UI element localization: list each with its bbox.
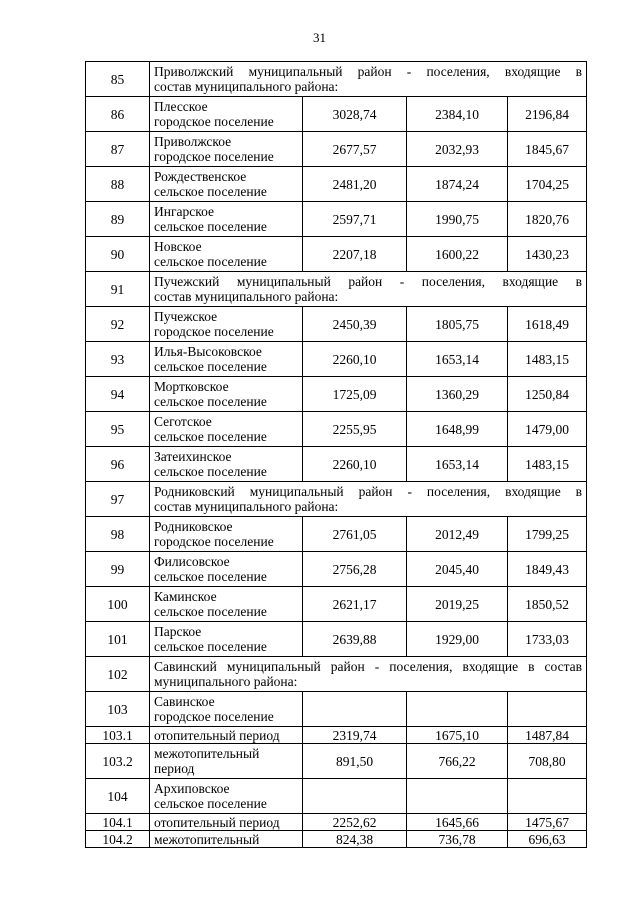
value-cell: 2761,05 [303, 517, 407, 552]
value-cell: 1483,15 [508, 342, 587, 377]
row-number: 92 [86, 307, 150, 342]
row-number: 87 [86, 132, 150, 167]
name-line: Каминское [154, 589, 217, 604]
settlement-name [150, 831, 303, 848]
settlement-name [150, 727, 303, 744]
value-cell: 1929,00 [407, 622, 508, 657]
value-cell: 2621,17 [303, 587, 407, 622]
value-cell: 2019,25 [407, 587, 508, 622]
name-line: Илья-Высоковское [154, 344, 262, 359]
value-cell: 1430,23 [508, 237, 587, 272]
value-cell: 2252,62 [303, 814, 407, 831]
value-cell: 1820,76 [508, 202, 587, 237]
settlement-name [150, 97, 303, 132]
name-line: межотопительный [154, 746, 260, 761]
value-cell: 824,38 [303, 831, 407, 848]
row-number: 103.2 [86, 744, 150, 779]
name-line: Рождественское [154, 169, 247, 184]
value-cell: 1849,43 [508, 552, 587, 587]
table-row [86, 622, 587, 657]
value-cell: 1704,25 [508, 167, 587, 202]
value-cell: 1990,75 [407, 202, 508, 237]
row-number: 97 [86, 482, 150, 517]
name-line: Приволжское [154, 134, 232, 149]
row-number: 103 [86, 692, 150, 727]
settlement-name [150, 744, 303, 779]
value-cell: 2260,10 [303, 447, 407, 482]
row-number: 88 [86, 167, 150, 202]
tariff-table [85, 61, 587, 848]
value-cell: 1475,67 [508, 814, 587, 831]
name-line: отопительный период [154, 727, 280, 743]
district-header-row [86, 657, 587, 692]
row-number: 101 [86, 622, 150, 657]
name-line: состав муниципального района: [154, 289, 339, 304]
value-cell [303, 779, 407, 814]
row-number: 100 [86, 587, 150, 622]
table-row [86, 727, 587, 744]
row-number: 104.1 [86, 814, 150, 831]
value-cell: 2012,49 [407, 517, 508, 552]
value-cell: 1805,75 [407, 307, 508, 342]
table-row [86, 307, 587, 342]
table-row [86, 779, 587, 814]
name-line: городское поселение [154, 149, 274, 164]
settlement-name [150, 167, 303, 202]
value-cell: 1648,99 [407, 412, 508, 447]
row-number: 90 [86, 237, 150, 272]
name-line: Затеихинское [154, 449, 232, 464]
name-line: сельское поселение [154, 639, 267, 654]
value-cell: 891,50 [303, 744, 407, 779]
name-line: Пучежское [154, 309, 218, 324]
value-cell: 2032,93 [407, 132, 508, 167]
settlement-name [150, 307, 303, 342]
settlement-name [150, 447, 303, 482]
row-number: 91 [86, 272, 150, 307]
district-title [150, 657, 587, 692]
row-number: 85 [86, 62, 150, 97]
settlement-name [150, 779, 303, 814]
value-cell: 1675,10 [407, 727, 508, 744]
row-number: 94 [86, 377, 150, 412]
district-header-row [86, 482, 587, 517]
table-row [86, 237, 587, 272]
value-cell: 2207,18 [303, 237, 407, 272]
district-title [150, 62, 587, 97]
name-line: сельское поселение [154, 254, 267, 269]
table-row [86, 377, 587, 412]
name-line: сельское поселение [154, 429, 267, 444]
value-cell: 2756,28 [303, 552, 407, 587]
tariff-table-body [86, 62, 587, 848]
name-line: Савинское [154, 694, 215, 709]
settlement-name [150, 377, 303, 412]
name-line: городское поселение [154, 324, 274, 339]
name-line: Ингарское [154, 204, 215, 219]
row-number: 96 [86, 447, 150, 482]
name-line: Плесское [154, 99, 208, 114]
name-line: сельское поселение [154, 604, 267, 619]
district-title [150, 272, 587, 307]
name-line: сельское поселение [154, 359, 267, 374]
row-number: 104.2 [86, 831, 150, 848]
table-row [86, 744, 587, 779]
value-cell [303, 692, 407, 727]
table-row [86, 552, 587, 587]
table-row [86, 692, 587, 727]
settlement-name [150, 517, 303, 552]
value-cell: 1799,25 [508, 517, 587, 552]
table-row [86, 342, 587, 377]
district-header-row [86, 62, 587, 97]
row-number: 98 [86, 517, 150, 552]
name-line: состав муниципального района: [154, 499, 339, 514]
name-line: городское поселение [154, 114, 274, 129]
value-cell: 1645,66 [407, 814, 508, 831]
settlement-name [150, 622, 303, 657]
settlement-name [150, 587, 303, 622]
name-line: сельское поселение [154, 219, 267, 234]
name-line: сельское поселение [154, 464, 267, 479]
table-row [86, 587, 587, 622]
table-row [86, 412, 587, 447]
table-row [86, 831, 587, 848]
value-cell: 1250,84 [508, 377, 587, 412]
value-cell: 1845,67 [508, 132, 587, 167]
value-cell: 1733,03 [508, 622, 587, 657]
value-cell [407, 779, 508, 814]
value-cell [508, 779, 587, 814]
value-cell: 3028,74 [303, 97, 407, 132]
row-number: 102 [86, 657, 150, 692]
table-row [86, 202, 587, 237]
name-line: сельское поселение [154, 394, 267, 409]
table-row [86, 447, 587, 482]
name-line: сельское поселение [154, 184, 267, 199]
name-line: период [154, 761, 195, 776]
value-cell: 2639,88 [303, 622, 407, 657]
value-cell: 696,63 [508, 831, 587, 848]
table-row [86, 517, 587, 552]
settlement-name [150, 412, 303, 447]
value-cell: 708,80 [508, 744, 587, 779]
row-number: 95 [86, 412, 150, 447]
row-number: 86 [86, 97, 150, 132]
name-line: Родниковский муниципальный район - поселения, входящие в [154, 484, 583, 499]
value-cell: 1483,15 [508, 447, 587, 482]
district-header-row [86, 272, 587, 307]
table-row [86, 97, 587, 132]
row-number: 93 [86, 342, 150, 377]
name-line: отопительный период [154, 814, 280, 830]
value-cell: 2481,20 [303, 167, 407, 202]
value-cell: 1360,29 [407, 377, 508, 412]
settlement-name [150, 237, 303, 272]
value-cell: 766,22 [407, 744, 508, 779]
row-number: 89 [86, 202, 150, 237]
row-number: 104 [86, 779, 150, 814]
name-line: межотопительный [154, 831, 260, 847]
district-title [150, 482, 587, 517]
value-cell: 1725,09 [303, 377, 407, 412]
value-cell: 2255,95 [303, 412, 407, 447]
settlement-name [150, 552, 303, 587]
name-line: Пучежский муниципальный район - поселения, входящие в [154, 274, 583, 289]
value-cell: 2450,39 [303, 307, 407, 342]
table-row [86, 814, 587, 831]
value-cell: 2597,71 [303, 202, 407, 237]
name-line: сельское поселение [154, 796, 267, 811]
value-cell: 1874,24 [407, 167, 508, 202]
value-cell: 1850,52 [508, 587, 587, 622]
name-line: Новское [154, 239, 202, 254]
settlement-name [150, 814, 303, 831]
settlement-name [150, 132, 303, 167]
name-line: Парское [154, 624, 202, 639]
value-cell: 1618,49 [508, 307, 587, 342]
settlement-name [150, 342, 303, 377]
name-line: городское поселение [154, 534, 274, 549]
name-line: Савинский муниципальный район - поселения, входящие в состав [154, 659, 583, 674]
value-cell: 1653,14 [407, 342, 508, 377]
name-line: Мортковское [154, 379, 229, 394]
name-line: сельское поселение [154, 569, 267, 584]
settlement-name [150, 692, 303, 727]
table-row [86, 132, 587, 167]
row-number: 103.1 [86, 727, 150, 744]
name-line: состав муниципального района: [154, 79, 339, 94]
value-cell: 2045,40 [407, 552, 508, 587]
page-number: 31 [313, 30, 326, 45]
value-cell: 1600,22 [407, 237, 508, 272]
value-cell: 2260,10 [303, 342, 407, 377]
value-cell: 1653,14 [407, 447, 508, 482]
value-cell: 2677,57 [303, 132, 407, 167]
value-cell [407, 692, 508, 727]
table-row [86, 167, 587, 202]
value-cell: 2384,10 [407, 97, 508, 132]
value-cell [508, 692, 587, 727]
name-line: Архиповское [154, 781, 230, 796]
name-line: Филисовское [154, 554, 230, 569]
value-cell: 2196,84 [508, 97, 587, 132]
value-cell: 1479,00 [508, 412, 587, 447]
name-line: муниципального района: [154, 674, 298, 689]
name-line: Приволжский муниципальный район - поселения, входящие в [154, 64, 583, 79]
settlement-name [150, 202, 303, 237]
name-line: городское поселение [154, 709, 274, 724]
name-line: Родниковское [154, 519, 233, 534]
row-number: 99 [86, 552, 150, 587]
value-cell: 1487,84 [508, 727, 587, 744]
value-cell: 736,78 [407, 831, 508, 848]
value-cell: 2319,74 [303, 727, 407, 744]
name-line: Сеготское [154, 414, 212, 429]
